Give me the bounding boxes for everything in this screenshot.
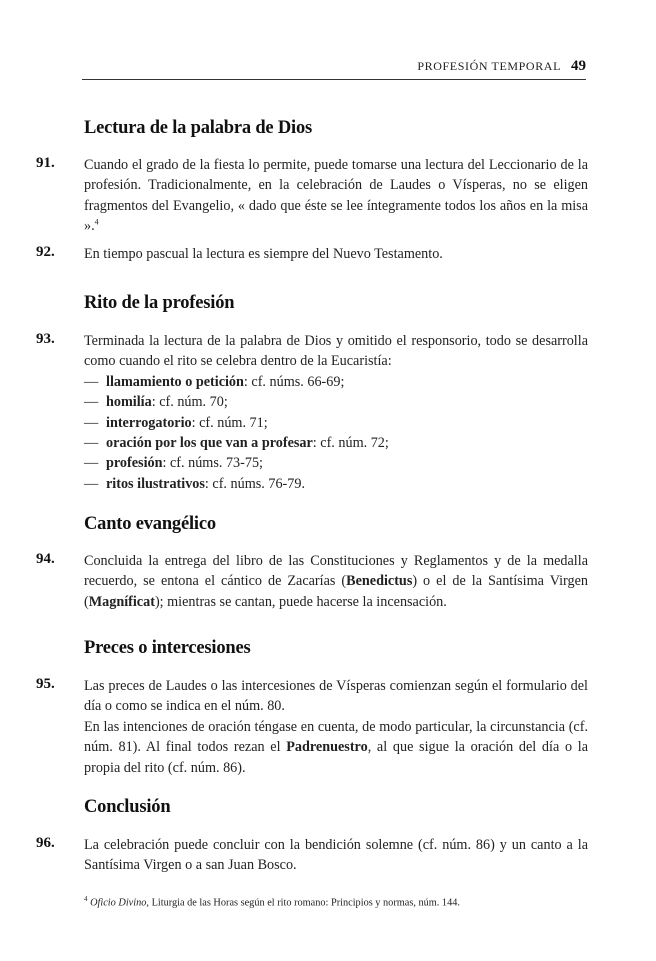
paragraph-text: En tiempo pascual la lectura es siempre del Nuevo Testamento. [84, 246, 443, 262]
paragraph-number: 93. [36, 331, 55, 347]
paragraph-93 [36, 331, 588, 494]
item-ref: : cf. núm. 72; [312, 435, 389, 452]
canticle-magnificat: Magníficat [88, 593, 155, 610]
paragraph-number: 94. [36, 551, 55, 567]
paragraph-text-continued: En las intenciones de oración téngase en cuenta, de modo particular, la circunstancia (cf. núm. 81). Al final todos rezan el Padrenuestro, al que sigue la oración del día o la propia del rito (cf. núm. 86). [84, 718, 588, 776]
list-item: — interrogatorio: cf. núm. 71; [84, 414, 268, 431]
paragraph-text: La celebración puede concluir con la bendición solemne (cf. núm. 86) y un canto a la Santísima Virgen o a san Juan Bosco. [84, 837, 588, 874]
paragraph-text: Terminada la lectura de la palabra de Dios y omitido el responsorio, todo se desarrolla como cuando el rito se celebra dentro de la Eucaristía: [84, 333, 588, 370]
paragraph-number: 91. [36, 155, 55, 171]
section-heading-conclusion: Conclusión [84, 797, 171, 817]
section-heading-canto: Canto evangélico [84, 514, 216, 534]
section-heading-rito: Rito de la profesión [84, 293, 235, 313]
item-term: ritos ilustrativos [106, 475, 205, 492]
running-title: PROFESIÓN TEMPORAL [417, 59, 561, 73]
item-ref: : cf. núms. 66-69; [243, 373, 345, 390]
item-term: interrogatorio [106, 414, 192, 431]
item-term: oración por los que van a profesar [106, 435, 313, 452]
item-term: profesión [106, 455, 163, 472]
paragraph-number: 96. [36, 835, 55, 851]
section-heading-lectura: Lectura de la palabra de Dios [84, 118, 313, 138]
list-item: — ritos ilustrativos: cf. núms. 76-79. [84, 475, 306, 492]
item-ref: : cf. núm. 71; [191, 414, 268, 431]
paragraph-94 [36, 551, 588, 612]
footnote [84, 895, 584, 908]
paragraph-text: Las preces de Laudes o las intercesiones de Vísperas comienzan según el formulario del día o como se indica en el núm. 80. [84, 678, 588, 715]
item-ref: : cf. núm. 70; [151, 394, 228, 411]
footnote-ref: 4 [94, 217, 99, 227]
paragraph-95 [36, 676, 588, 778]
canticle-benedictus: Benedictus [346, 573, 413, 590]
page-number: 49 [571, 58, 586, 74]
footnote-text: , Liturgia de las Horas según el rito romano: Principios y normas, núm. 144. [146, 897, 460, 909]
running-header [82, 58, 586, 75]
footnote-marker: 4 [84, 895, 88, 903]
item-ref: : cf. núms. 73-75; [162, 455, 263, 472]
list-item: — homilía: cf. núm. 70; [84, 394, 228, 411]
paragraph-number: 95. [36, 676, 55, 692]
item-ref: : cf. núms. 76-79. [204, 475, 306, 492]
header-rule [82, 79, 586, 80]
prayer-padrenuestro: Padrenuestro [286, 739, 368, 756]
list-item: — oración por los que van a profesar: cf. núm. 72; [84, 435, 389, 452]
paragraph-number: 92. [36, 244, 55, 260]
paragraph-91 [36, 155, 588, 237]
list-item: — profesión: cf. núms. 73-75; [84, 455, 263, 472]
section-heading-preces: Preces o intercesiones [84, 638, 251, 658]
list-item: — llamamiento o petición: cf. núms. 66-69; [84, 373, 345, 390]
paragraph-96 [36, 835, 588, 876]
item-term: homilía [106, 394, 152, 411]
footnote-source: Oficio Divino [90, 897, 147, 909]
paragraph-92 [36, 244, 588, 264]
item-term: llamamiento o petición [106, 373, 244, 390]
paragraph-text: Concluida la entrega del libro de las Constituciones y Reglamentos y de la medalla recuerdo, se entona el cántico de Zacarías (Benedictus) o el de la Santísima Virgen (Magníficat); mientras se cantan, puede hacerse la incensación. [84, 553, 588, 610]
rite-items-list [84, 372, 588, 494]
paragraph-text: Cuando el grado de la fiesta lo permite, puede tomarse una lectura del Leccionario de la profesión. Tradicionalmente, en la celebración de Laudes o Vísperas, no se eligen fragmentos del Evangelio, « dado que éste se lee íntegramente todos los años en la misa ». [84, 157, 588, 235]
